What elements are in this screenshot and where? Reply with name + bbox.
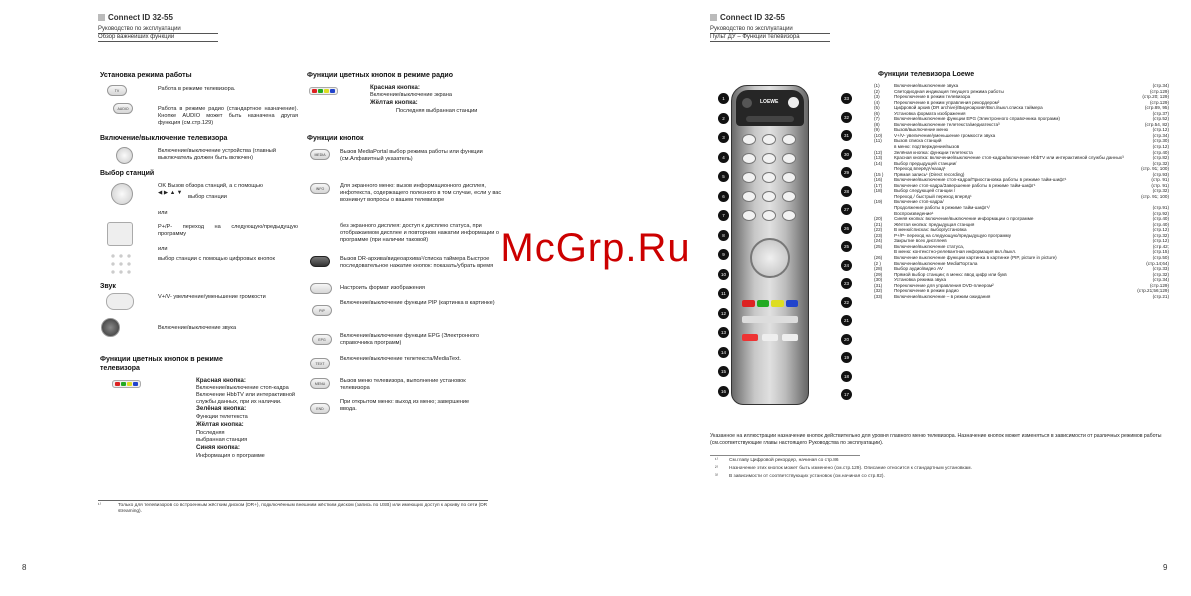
function-text: Прямая запись¹ (Direct recording)	[894, 171, 965, 177]
remote-key	[782, 134, 796, 145]
function-text: Включение/выключение MediaПортала	[894, 260, 978, 266]
media-text: Вызов MediaPortal выбор режима работы или функции (см.Алфавитный указатель)	[340, 149, 483, 162]
function-row	[874, 294, 1169, 300]
callout-marker: 4	[718, 152, 729, 163]
function-page: (стр.89, 95)	[1144, 105, 1169, 111]
function-page: (стр.54, 82)	[1144, 121, 1169, 127]
function-page: (стр.12)	[1152, 227, 1169, 233]
function-number: (22)	[874, 227, 883, 233]
menu-text: Вызов меню телевизора, выполнение установок телевизора	[340, 378, 466, 391]
function-number: (26)	[874, 254, 883, 260]
remote-key	[762, 191, 776, 202]
footnote-mark-1: ¹⁾	[715, 458, 718, 463]
subtitle-1: Руководство по эксплуатации	[710, 25, 830, 34]
callout-marker: 1	[718, 93, 729, 104]
footnote-2: Назначение этих кнопок может быть изменено (см.стр.129). Описание относится к стандартным установкам.	[729, 466, 972, 471]
menu-button-icon: MENU	[310, 378, 330, 389]
function-number: (30)	[874, 277, 883, 283]
function-page: (стр.37)	[1152, 110, 1169, 116]
blue-text: Информация о программе	[196, 453, 265, 459]
function-text: Зелёная кнопка: функции телетекста	[894, 149, 973, 155]
info-button-icon: INFO	[310, 183, 330, 194]
function-text: Переключение в режим радио	[894, 288, 959, 294]
function-number: (7)	[874, 116, 880, 122]
epg-button-icon: EPG	[312, 334, 332, 345]
function-number: (6)	[874, 110, 880, 116]
function-page: (стр.12)	[1152, 127, 1169, 133]
function-number: (18)	[874, 188, 883, 194]
function-number: (33)	[874, 293, 883, 299]
remote-key	[782, 210, 796, 221]
power-text: Включение/выключение устройства (главный выключатель должен быть включен)	[158, 148, 276, 161]
mute-icon	[101, 318, 120, 337]
function-text: Переключение в режим телевизора	[894, 94, 971, 100]
media-button-icon: MEDIA	[310, 149, 330, 160]
function-number: (21)	[874, 221, 883, 227]
function-text: Закрытие всех дисплеев	[894, 238, 947, 244]
subtitle-1: Руководство по эксплуатации	[98, 25, 218, 34]
callout-marker: 14	[718, 347, 729, 358]
standby-icon	[788, 97, 799, 108]
function-page: (стр.50)	[1152, 254, 1169, 260]
function-number: (3)	[874, 94, 880, 100]
function-text: P+/P- переход на следующую/предыдущую программу	[894, 232, 1012, 238]
note-text: Указанное на иллюстрации назначение кнопок действительно для уровня главного меню телевизора. Назначение кнопок может изменяться в зависимости от различных режимов работы (см.соответствующие главы настоящего Руководства по эксплуатации).	[710, 433, 1162, 446]
function-page: (стр.40)	[1152, 216, 1169, 222]
page-number: 9	[1163, 563, 1168, 572]
function-text: Переключение в режим управления рекордером²	[894, 99, 1000, 105]
radio-yellow-heading: Жёлтая кнопка:	[370, 99, 418, 106]
function-page: (стр. 91; 100)	[1141, 193, 1169, 199]
function-text: Включение/выключение функции EPG (Электронного справочника программ)	[894, 116, 1060, 122]
function-number: (25)	[874, 243, 883, 249]
remote-key	[762, 134, 776, 145]
function-text: Цифровой архив (DR archive)/Видеоархив¹/Вкл./выкл.списка таймера	[894, 105, 1043, 111]
callout-marker: 5	[718, 171, 729, 182]
mode-radio-text: Работа в режиме радио (стандартное назначение). Кнопке AUDIO может быть назначена другая функция (см.стр.129)	[158, 106, 298, 126]
teletext-text: Включение/выключение телетекста/MediaText.	[340, 356, 461, 362]
function-text: V+/V- увеличение/уменьшение громкости звука	[894, 132, 996, 138]
callout-marker: 7	[718, 210, 729, 221]
function-number: (29)	[874, 271, 883, 277]
function-page: (стр.21)	[1152, 293, 1169, 299]
function-text: В меню/списках: выбор/установка	[894, 227, 967, 233]
function-text: Переход / быстрый переход вперёд¹	[894, 193, 972, 199]
epg-text: Включение/выключение функции EPG (Электронного справочника программ)	[340, 333, 480, 346]
function-page: (стр. 91; 100)	[1141, 166, 1169, 172]
callout-marker: 2	[718, 113, 729, 124]
remote-key	[762, 210, 776, 221]
function-text: Жёлтая кнопка: предыдущая станция	[894, 221, 975, 227]
function-text: Установка режима звука	[894, 277, 947, 283]
callout-marker: 8	[718, 230, 729, 241]
function-page: (стр.32)	[1152, 232, 1169, 238]
callout-marker: 17	[841, 389, 852, 400]
function-number: (9)	[874, 127, 880, 133]
function-text: Установка формата изображения	[894, 110, 966, 116]
blue-heading: Синяя кнопка:	[196, 444, 240, 451]
mute-icon	[742, 98, 752, 108]
ok-text-a: OK Вызов обзора станций, а с помощью	[158, 183, 263, 189]
function-number: (11)	[874, 138, 882, 144]
text-button-icon: TEXT	[310, 358, 330, 369]
function-page: (стр.34)	[1152, 277, 1169, 283]
function-page: (стр.15)	[1152, 249, 1169, 255]
function-number: (4)	[874, 99, 880, 105]
function-page: (стр.129)	[1150, 88, 1169, 94]
function-page: (стр.14;64)	[1146, 260, 1169, 266]
end-text: При открытом меню: выход из меню; завершение ввода.	[340, 399, 470, 412]
info-text-2: без экранного дисплея: доступ к дисплею статуса, при отображаемом дисплее и повторном нажатии информации о программе (при наличии таковой)	[340, 223, 499, 243]
right-page	[596, 0, 1191, 596]
function-text: Переключение для управления DVD-плеером²	[894, 282, 994, 288]
callout-marker: 11	[718, 288, 729, 299]
function-page: (стр.129)	[1150, 282, 1169, 288]
callout-marker: 26	[841, 223, 852, 234]
function-page: (стр.20; 129)	[1142, 94, 1169, 100]
dr-text: Вызов DR-архива/видеоархива¹/списка таймера Быстрое последовательное нажатие кнопок: показать/убрать время	[340, 256, 494, 269]
yellow-text: Последняя выбранная станция	[196, 430, 248, 443]
callout-marker: 29	[841, 167, 852, 178]
power-button-icon	[116, 147, 133, 164]
function-page: (стр.34)	[1152, 132, 1169, 138]
function-page: (стр.82)	[1152, 155, 1169, 161]
radio-red-heading: Красная кнопка:	[370, 84, 420, 91]
function-page: (стр.93)	[1152, 171, 1169, 177]
function-text: Включение/выключение стоп-кадра/Приостановка работы в режиме тайм-шифт¹	[894, 177, 1067, 183]
function-number: (12)	[874, 149, 883, 155]
remote-key	[782, 172, 796, 183]
function-text: Продолжение работы в режиме тайм-шифт¹/	[894, 205, 990, 211]
function-page: (стр.21;56;129)	[1137, 288, 1169, 294]
footnote-divider	[710, 455, 860, 456]
arrow-keys-icon: ◀ ▶ ▲ ▼	[158, 190, 183, 196]
remote-key	[742, 172, 756, 183]
function-page: (стр. 91)	[1151, 182, 1169, 188]
format-text: Настроить формат изображения	[340, 285, 425, 291]
remote-key	[762, 172, 776, 183]
callout-marker: 31	[841, 130, 852, 141]
function-number: (2 )	[874, 260, 881, 266]
remote-key	[762, 153, 776, 164]
footnote-3: В зависимости от соответствующих установок (см.начиная со стр.82).	[729, 474, 885, 479]
volume-text: V+/V- увеличение/уменьшение громкости	[158, 294, 266, 300]
function-number: (32)	[874, 288, 883, 294]
callout-marker: 27	[841, 204, 852, 215]
function-page: (стр.30)	[1152, 138, 1169, 144]
callout-marker: 19	[841, 352, 852, 363]
footnote-mark-3: ³⁾	[715, 474, 718, 479]
color-buttons-icon	[112, 380, 141, 388]
function-number: (13)	[874, 155, 883, 161]
callout-marker: 28	[841, 186, 852, 197]
or-text-2: или	[158, 246, 168, 252]
function-text: Включение стоп-кадра/Завершение работы в режиме тайм-шифт¹	[894, 182, 1036, 188]
color-keys-row	[742, 300, 798, 307]
pip-button-icon: PIP	[312, 305, 332, 316]
function-page: (стр.91)	[1152, 205, 1169, 211]
watermark: McGrp.Ru	[500, 226, 691, 270]
function-text: Включение выключение функции картинка в картинке (PIP, picture in picture)	[894, 254, 1057, 260]
function-number: (1)	[874, 83, 880, 88]
volume-button-icon	[106, 293, 134, 310]
function-number: (10)	[874, 132, 883, 138]
function-number: (15 )	[874, 171, 884, 177]
end-button-icon: END	[310, 403, 330, 414]
heading-color-radio: Функции цветных кнопок в режиме радио	[307, 72, 453, 79]
red-heading: Красная кнопка:	[196, 377, 246, 384]
callout-marker: 30	[841, 149, 852, 160]
function-text: Выбор следующей станции /	[894, 188, 956, 194]
heading-power: Включение/выключение телевизора	[100, 135, 228, 142]
callout-marker: 21	[841, 315, 852, 326]
mute-text: Включение/выключение звука	[158, 325, 237, 331]
subtitle-2: Пульт ДУ – Функции телевизора	[710, 33, 830, 42]
heading-sound: Звук	[100, 283, 116, 290]
audio-button-icon: AUDIO	[113, 103, 133, 114]
radio-yellow-text: Последняя выбранная станции	[396, 108, 478, 114]
function-number: (16)	[874, 177, 883, 183]
footnote-mark-2: ²⁾	[715, 466, 718, 471]
format-button-icon	[310, 283, 332, 294]
record-keys-row	[742, 334, 798, 341]
header-square-icon	[710, 14, 717, 21]
remote-key	[742, 153, 756, 164]
digits-text: выбор станции с помощью цифровых кнопок	[158, 256, 275, 262]
callout-marker: 3	[718, 132, 729, 143]
heading-mode: Установка режима работы	[100, 72, 192, 79]
remote-top-panel	[736, 90, 804, 126]
function-text: Включение/выключение – в режим ожидания	[894, 293, 991, 299]
function-text: Включение/выключение статуса,	[894, 243, 965, 249]
or-text-1: или	[158, 210, 168, 216]
function-number: (31)	[874, 282, 883, 288]
function-text: В меню: контекстно-релевантная информация вкл./выкл.	[894, 249, 1017, 255]
info-text: Для экранного меню: вызов информационного дисплея, инфотекста, содержащего полезного в том случае, если у вас возникнут вопросы о вашем телевизоре	[340, 183, 502, 203]
footnote-text: Только для телевизоров со встроенным жёстким диском (DR+), подключённым внешним жёстким диском (запись по USB) или имеющих доступ к архиву по сети (DR streaming).	[118, 503, 488, 514]
function-number: (23)	[874, 232, 883, 238]
function-number: (19)	[874, 199, 883, 205]
function-text: Включение/выключение телетекста/медиатекста³	[894, 121, 1000, 127]
remote-key	[782, 153, 796, 164]
heading-select: Выбор станций	[100, 170, 155, 177]
function-page: (стр.12)	[1152, 238, 1169, 244]
callout-marker: 6	[718, 191, 729, 202]
callout-marker: 9	[718, 249, 729, 260]
function-number: (20)	[874, 216, 883, 222]
function-page: (стр.33)	[1152, 266, 1169, 272]
radio-red-text: Включение/выключение экрана	[370, 92, 452, 98]
page-header	[710, 13, 785, 22]
function-number: (8)	[874, 121, 880, 127]
function-page: (стр.12)	[1152, 144, 1169, 150]
function-text: Прямой выбор станции; в меню: ввод цифр или букв	[894, 271, 1007, 277]
function-text: Красная кнопка: включение/выключение стоп-кадра/включение HbbTV или интерактивной службы данных³	[894, 155, 1124, 161]
green-text: Функции телетекста	[196, 414, 248, 420]
function-page: (стр.32)	[1152, 160, 1169, 166]
remote-key	[742, 210, 756, 221]
callout-marker: 12	[718, 308, 729, 319]
function-text: Включение/выключение звука	[894, 83, 959, 88]
callout-marker: 24	[841, 260, 852, 271]
remote-key	[742, 134, 756, 145]
function-page: (стр.42;	[1152, 243, 1169, 249]
remote-brand-logo: LOEWE	[760, 99, 779, 105]
page-header	[98, 13, 173, 22]
mode-buttons-row	[746, 116, 794, 122]
function-number: (2)	[874, 88, 880, 94]
ok-text-b: выбор станции	[188, 194, 227, 200]
header-square-icon	[98, 14, 105, 21]
callout-marker: 15	[718, 366, 729, 377]
remote-key	[782, 191, 796, 202]
green-heading: Зелёная кнопка:	[196, 405, 247, 412]
function-page: (стр.40)	[1152, 149, 1169, 155]
pip-text: Включение/выключение функции PIP (картинка в картинке)	[340, 300, 495, 306]
function-page: (стр.52)	[1152, 116, 1169, 122]
callout-marker: 13	[718, 327, 729, 338]
function-page: (стр.34)	[1152, 83, 1169, 88]
tv-button-icon: TV	[107, 85, 127, 96]
header-title: Connect ID 32-55	[108, 13, 173, 22]
callout-marker: 25	[841, 241, 852, 252]
callout-marker: 23	[841, 278, 852, 289]
function-text: Выбор аудио/видео AV	[894, 266, 943, 272]
function-number: (28)	[874, 266, 883, 272]
transport-keys-row	[742, 316, 798, 323]
pp-text: P+/P- переход на следующую/предыдущую программу	[158, 224, 298, 237]
footnote-divider	[98, 500, 488, 501]
function-text: Включение стоп-кадра/	[894, 199, 944, 205]
header-title: Connect ID 32-55	[720, 13, 785, 22]
function-text: в меню: подтверждение/вызов	[894, 144, 960, 150]
yellow-heading: Жёлтая кнопка:	[196, 421, 244, 428]
footnote-mark: ¹⁾	[98, 503, 101, 508]
function-page: (стр.32)	[1152, 271, 1169, 277]
left-page	[0, 0, 595, 596]
footnote-1: См.главу Цифровой рекордер, начиная со стр.86	[729, 458, 839, 463]
function-page: (стр.92)	[1152, 210, 1169, 216]
function-text: Выбор предыдущей станции/	[894, 160, 957, 166]
callout-marker: 10	[718, 269, 729, 280]
function-page: (стр.129)	[1150, 99, 1169, 105]
callout-marker: 22	[841, 297, 852, 308]
subtitle-2: Обзор важнейших функций	[98, 33, 218, 42]
function-number: (14)	[874, 160, 883, 166]
heading-keys: Функции кнопок	[307, 135, 364, 142]
function-text: Переход вперёд¹/назад¹	[894, 166, 946, 172]
page-number: 8	[22, 563, 27, 572]
function-text: Воспроизведение¹	[894, 210, 934, 216]
callout-marker: 18	[841, 371, 852, 382]
function-text: Вызов списка станций	[894, 138, 942, 144]
function-number: (24)	[874, 238, 883, 244]
radio-color-buttons-icon	[309, 87, 338, 95]
function-number: (5)	[874, 105, 880, 111]
callout-marker: 16	[718, 386, 729, 397]
function-page: (стр.40)	[1152, 221, 1169, 227]
callout-marker: 20	[841, 334, 852, 345]
function-text: Светодиодная индикация текущего режима работы	[894, 88, 1004, 94]
remote-key	[742, 191, 756, 202]
functions-title: Функции телевизора Loewe	[878, 71, 975, 78]
function-page: (стр. 91)	[1151, 177, 1169, 183]
function-number: (17)	[874, 182, 883, 188]
mode-tv-text: Работа в режиме телевизора.	[158, 86, 236, 92]
callout-marker: 33	[841, 93, 852, 104]
function-page: (стр.32)	[1152, 188, 1169, 194]
function-text: Вызов/выключение меню	[894, 127, 949, 133]
red-text: Включение/выключение стоп-кадра Включение HbbTV или интерактивной службы данных, при их наличии.	[196, 385, 296, 405]
function-text: Синяя кнопка: включение/выключение информации о программе	[894, 216, 1034, 222]
heading-color-tv: Функции цветных кнопок в режиме телевизора	[100, 356, 223, 372]
ok-navigation-icon	[111, 183, 133, 205]
callout-marker: 32	[841, 112, 852, 123]
